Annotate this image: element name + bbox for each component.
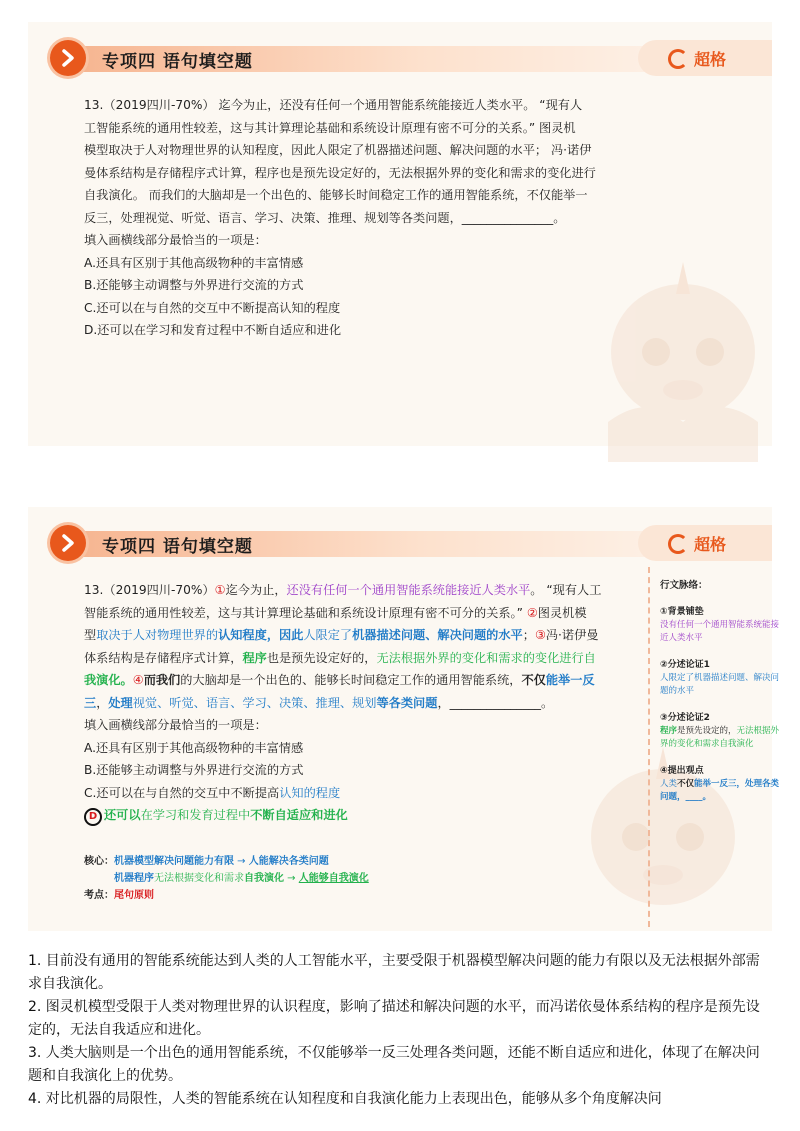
question-prompt: 填入画横线部分最恰当的一项是：: [84, 233, 267, 247]
brand-logo: [668, 47, 726, 70]
brand-icon: [668, 49, 688, 69]
sidebar-text: 人限定了机器描述问题、解决问题的水平: [660, 673, 780, 696]
outline-sidebar: [648, 567, 780, 927]
core-line-2: 机器程序无法根据变化和需求自我演化 → 人能够自我演化: [114, 873, 369, 884]
analysis-line: 13.（2019四川-70%）①迄今为止，还没有任何一个通用智能系统能接近人类水平。 “现有人工: [84, 583, 602, 597]
analysis-text: [84, 579, 644, 827]
sidebar-text: 没有任何一个通用智能系统能接近人类水平: [660, 620, 780, 643]
sidebar-heading: ④提出观点: [660, 766, 704, 776]
option-b: B.还能够主动调整与外界进行交流的方式: [84, 278, 304, 292]
question-slide: [28, 22, 772, 446]
sidebar-text: 人类不仅能举一反三，处理各类问题，____。: [660, 779, 780, 802]
summary-text: [28, 950, 772, 1111]
question-line: 工智能系统的通用性较差，这与其计算理论基础和系统设计原理有密不可分的关系。” 图灵机: [84, 120, 576, 135]
brand-name: 超格: [694, 535, 727, 554]
option-a: A.还具有区别于其他高级物种的丰富情感: [84, 740, 304, 755]
question-line: 曼体系结构是存储程序式计算，程序也是预先设定好的，无法根据外界的变化和需求的变化进行: [84, 165, 596, 180]
option-a: A.还具有区别于其他高级物种的丰富情感: [84, 255, 304, 270]
chevron-right-icon: [50, 525, 86, 561]
answer-mark: D: [84, 808, 102, 826]
analysis-line: 型取决于人对物理世界的认知程度，因此人限定了机器描述问题、解决问题的水平；③冯·诺伊曼: [84, 628, 599, 642]
analysis-line: 我演化。④而我们的大脑却是一个出色的、能够长时间稳定工作的通用智能系统，不仅能举一反: [84, 673, 595, 687]
summary-paragraph: 3. 人类大脑则是一个出色的通用智能系统，不仅能够举一反三处理各类问题，还能不断自适应和进化，体现了在解决问题和自我演化上的优势。: [28, 1045, 760, 1084]
brand-icon: [668, 534, 688, 554]
summary-paragraph: 1. 目前没有通用的智能系统能达到人类的人工智能水平，主要受限于机器模型解决问题的能力有限以及无法根据外部需求自我演化。: [28, 953, 760, 992]
sidebar-heading: ②分述论证1: [660, 660, 710, 670]
slide-header: [28, 525, 772, 561]
sidebar-heading: ①背景铺垫: [660, 607, 704, 617]
option-b: B.还能够主动调整与外界进行交流的方式: [84, 763, 304, 777]
sidebar-text: 程序是预先设定的，无法根据外界的变化和需求自我演化: [660, 726, 780, 749]
slide-header: [28, 40, 772, 76]
question-line: 自我演化。 而我们的大脑却是一个出色的、能够长时间稳定工作的通用智能系统，不仅能举一: [84, 188, 588, 202]
question-text: [84, 94, 644, 342]
analysis-line: 体系结构是存储程序式计算，程序也是预先设定好的，无法根据外界的变化和需求的变化进行自: [84, 650, 596, 665]
analysis-line: 三，处理视觉、听觉、语言、学习、决策、推理、规划等各类问题，_______________。: [84, 695, 554, 710]
summary-paragraph: 4. 对比机器的局限性，人类的智能系统在认知程度和自我演化能力上表现出色，能够从多个角度解决问: [28, 1091, 662, 1107]
sidebar-title: 行文脉络：: [660, 580, 708, 591]
page-title: 专项四 语句填空题: [102, 52, 253, 72]
brand-logo: [668, 532, 726, 555]
analysis-slide: [28, 507, 780, 931]
question-prompt: 填入画横线部分最恰当的一项是：: [84, 718, 267, 732]
question-line: 模型取决于人对物理世界的认知程度，因此人限定了机器描述问题、解决问题的水平； 冯·诺伊: [84, 143, 592, 157]
core-section: [84, 853, 369, 904]
brand-name: 超格: [694, 50, 727, 69]
analysis-line: 智能系统的通用性较差，这与其计算理论基础和系统设计原理有密不可分的关系。” ②图灵机模: [84, 605, 587, 620]
option-c: C.还可以在与自然的交互中不断提高认知的程度: [84, 785, 341, 800]
question-line: 反三，处理视觉、听觉、语言、学习、决策、推理、规划等各类问题，_______________。: [84, 210, 566, 225]
core-line-1: 核心：机器模型解决问题能力有限 → 人能解决各类问题: [84, 856, 329, 867]
summary-paragraph: 2. 图灵机模型受限于人类对物理世界的认识程度，影响了描述和解决问题的水平，而冯诺依曼体系结构的程序是预先设定的，无法自我适应和进化。: [28, 999, 760, 1038]
option-c: C.还可以在与自然的交互中不断提高认知的程度: [84, 300, 341, 315]
option-d: D 还可以在学习和发育过程中不断自适应和进化: [84, 804, 644, 827]
page-title: 专项四 语句填空题: [102, 537, 253, 557]
sidebar-heading: ③分述论证2: [660, 713, 710, 723]
option-d: D.还可以在学习和发育过程中不断自适应和进化: [84, 323, 342, 337]
chevron-right-icon: [50, 40, 86, 76]
question-line: 13.（2019四川-70%） 迄今为止，还没有任何一个通用智能系统能接近人类水平。 “现有人: [84, 98, 583, 112]
kaodian-line: 考点：尾句原则: [84, 890, 154, 901]
